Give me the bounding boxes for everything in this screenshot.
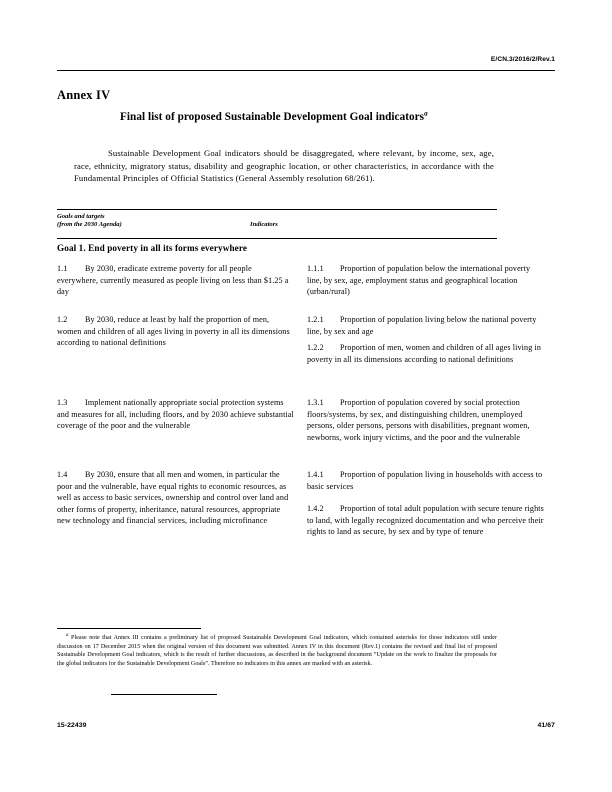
indicator-row (307, 469, 547, 492)
target-number: 1.2 (57, 315, 68, 324)
indicator-row (307, 263, 547, 298)
column-header-goals (57, 213, 257, 230)
intro-paragraph: Sustainable Development Goal indicators should be disaggregated, where relevant, by income, sex, age, race, ethnicity, migratory status, disability and geographic location, or other characteristics, in accordance with the Fundamental Principles of Official Statistics (General Assembly resolution 68/261). (74, 148, 494, 184)
indicator-text: Proportion of population living in households with access to basic services (307, 470, 543, 491)
table-top-rule (57, 209, 497, 210)
indicator-number: 1.1.1 (307, 264, 324, 273)
footnote-separator-rule (57, 628, 201, 629)
indicator-number: 1.2.1 (307, 315, 324, 324)
indicator-text: Proportion of men, women and children of all ages living in poverty in all its dimensions according to national definitions (307, 343, 542, 364)
indicator-number: 1.2.2 (307, 343, 324, 352)
column-header-goals-line1: Goals and targets (57, 213, 105, 220)
annex-title-text: Final list of proposed Sustainable Development Goal indicators (120, 111, 425, 123)
footnote-text: Please note that Annex III contains a preliminary list of proposed Sustainable Development Goal indicators, which contained asterisks for those indicators still under discussion on 17 December 2015 when the original version of this document was submitted. Annex IV in this document (Rev.1) contains the revised and final list of proposed Sustainable Development Goal indicators, which is the result of further discussions, as described in the background document “Update on the work to finalize the proposals for the global indicators for the Sustainable Development Goals”. Therefore no indicators in this annex are marked with an asterisk. (57, 635, 497, 667)
indicator-text: Proportion of total adult population with secure tenure rights to land, with legally recognized documentation and who perceive their rights to land as secure, by sex and by type of tenure (307, 504, 544, 537)
target-text: By 2030, ensure that all men and women, in particular the poor and the vulnerable, have equal rights to economic resources, as well as access to basic services, ownership and control over land and other forms of property, inheritance, natural resources, appropriate new technology and financial services, including microfinance (57, 470, 289, 526)
target-number: 1.1 (57, 264, 68, 273)
page-footer-page-number: 41/67 (537, 722, 555, 729)
page-footer-job-number: 15-22439 (57, 722, 87, 729)
column-header-indicators: Indicators (250, 221, 278, 228)
indicator-text: Proportion of population living below the national poverty line, by sex and age (307, 315, 537, 336)
indicator-row (307, 314, 547, 337)
target-text: By 2030, eradicate extreme poverty for all people everywhere, currently measured as people living on less than $1.25 a day (57, 264, 289, 297)
footnote-bottom-rule (111, 694, 217, 695)
annex-title-footnote-marker: a (424, 109, 428, 118)
target-text: By 2030, reduce at least by half the proportion of men, women and children of all ages living in poverty in all its dimensions according to national definitions (57, 315, 290, 348)
target-number: 1.3 (57, 398, 68, 407)
footnote (57, 634, 497, 668)
table-header-rule (57, 238, 497, 239)
target-row (57, 397, 294, 432)
indicator-number: 1.4.1 (307, 470, 324, 479)
indicator-row (307, 397, 547, 443)
annex-label: Annex IV (57, 88, 111, 102)
indicator-text: Proportion of population below the international poverty line, by sex, age, employment status and geographical location (urban/rural) (307, 264, 531, 297)
indicator-number: 1.3.1 (307, 398, 324, 407)
column-header-goals-line2: (from the 2030 Agenda) (57, 221, 122, 229)
running-head-rule (57, 70, 555, 71)
target-row (57, 263, 294, 298)
indicator-row (307, 342, 547, 365)
running-head-symbol: E/CN.3/2016/2/Rev.1 (490, 56, 555, 63)
target-text: Implement nationally appropriate social protection systems and measures for all, including floors, and by 2030 achieve substantial coverage of the poor and the vulnerable (57, 398, 294, 431)
footnote-marker: a (66, 632, 69, 638)
goal-heading: Goal 1. End poverty in all its forms everywhere (57, 243, 248, 253)
indicator-text: Proportion of population covered by social protection floors/systems, by sex, and distinguishing children, unemployed persons, older persons, persons with disabilities, pregnant women, newborns, work injury victims, and the poor and the vulnerable (307, 398, 530, 442)
target-number: 1.4 (57, 470, 68, 479)
indicator-number: 1.4.2 (307, 504, 324, 513)
target-row (57, 314, 294, 349)
target-row (57, 469, 294, 527)
indicator-row (307, 503, 547, 538)
annex-title (120, 110, 500, 125)
